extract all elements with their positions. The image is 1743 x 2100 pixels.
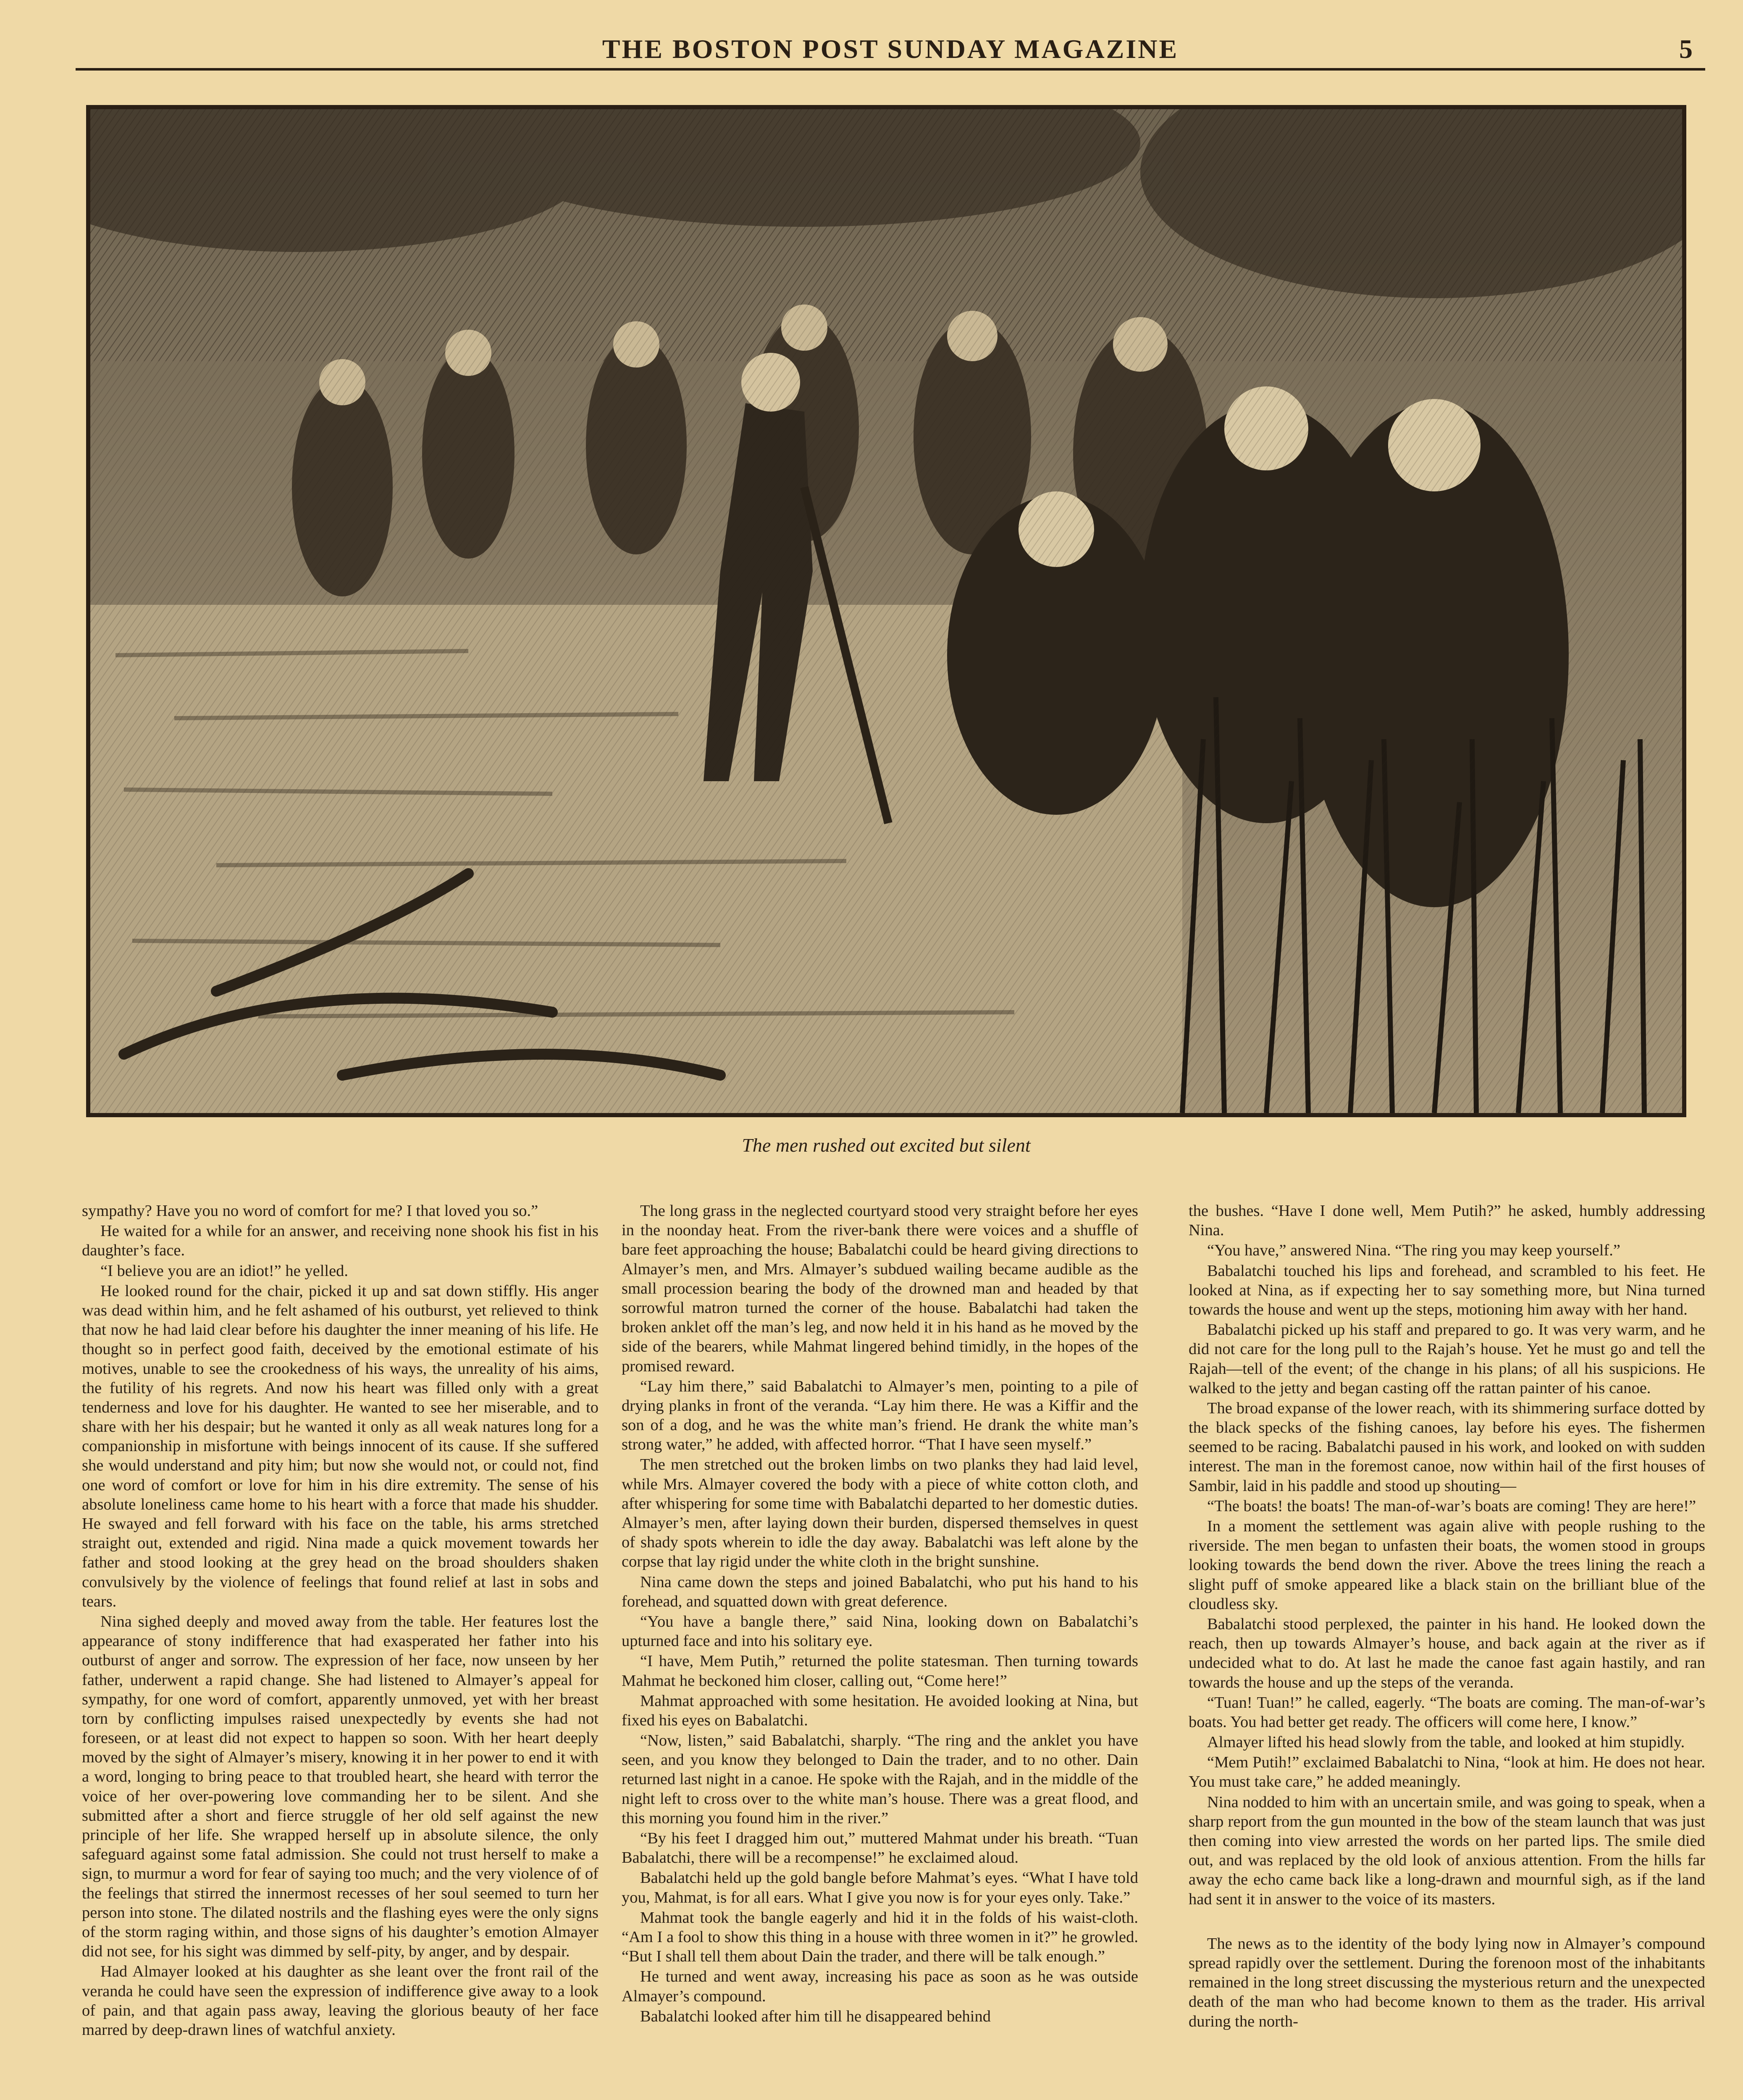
illustration	[86, 105, 1686, 1117]
paragraph: “You have a bangle there,” said Nina, looking down on Babalatchi’s upturned face and into his solitary eye.	[622, 1612, 1138, 1650]
illustration-caption: The men rushed out excited but silent	[742, 1134, 1031, 1156]
page-number: 5	[1679, 34, 1693, 64]
paragraph: Almayer lifted his head slowly from the table, and looked at him stupidly.	[1207, 1733, 1685, 1751]
paragraph: Nina sighed deeply and moved away from the table. Her features lost the appearance of stony indifference that had exasperated her father into his outburst of anger and sorrow. The expression of her face, now unseen by her father, underwent a rapid change. She had listened to Almayer’s appeal for sympathy, for one word of comfort, apparently unmoved, yet with her breast torn by conflicting impulses raised unexpectedly by events she had not foreseen, or at least did not expect to happen so soon. With her heart deeply moved by the sight of Almayer’s misery, knowing it in her power to end it with a word, longing to bring peace to that troubled heart, she heard with terror the voice of her over-powering love commanding her to be silent. And she submitted after a short and fierce struggle of her old self against the new principle of her life. She wrapped herself up in absolute silence, the only safeguard against some fatal admission. She could not trust herself to make a sign, to murmur a word for fear of saying too much; and the very violence of of the feelings that stirred the innermost recesses of her soul seemed to turn her person into stone. The dilated nostrils and the flashing eyes were the only signs of the storm raging within, and those signs of his daughter’s emotion Almayer did not see, for his sight was dimmed by self-pity, by anger, and by despair.	[82, 1612, 598, 1961]
paragraph: The broad expanse of the lower reach, with its shimmering surface dotted by the black specks of the fishing canoes, lay before his eyes. The fishermen seemed to be racing. Babalatchi paused in his work, and looked on with sudden interest. The man in the foremost canoe, now within hail of the first houses of Sambir, laid in his paddle and stood up shouting—	[1189, 1399, 1705, 1495]
masthead-title: THE BOSTON POST SUNDAY MAGAZINE	[602, 34, 1179, 64]
paragraph: Babalatchi stood perplexed, the painter in his hand. He looked down the reach, then up towards Almayer’s house, and back again at the river as if undecided what to do. At last he made the canoe fast again hastily, and ran towards the house and up the steps of the veranda.	[1189, 1615, 1705, 1691]
paragraph: “Mem Putih!” exclaimed Babalatchi to Nina, “look at him. He does not hear. You must take care,” he added meaningly.	[1189, 1754, 1705, 1791]
paragraph: “I have, Mem Putih,” returned the polite statesman. Then turning towards Mahmat he beckoned him closer, calling out, “Come here!”	[622, 1652, 1138, 1690]
paragraph: Nina came down the steps and joined Babalatchi, who put his hand to his forehead, and squatted down with great deference.	[622, 1573, 1138, 1610]
paragraph: Nina nodded to him with an uncertain smile, and was going to speak, when a sharp report from the gun mounted in the bow of the steam launch that was just then coming into view arrested the words on her parted lips. The smile died out, and was replaced by the old look of anxious attention. From the hills far away the echo came back like a long-drawn and mournful sigh, as if the land had sent it in answer to the voice of its masters.	[1189, 1793, 1705, 1908]
paragraph: He waited for a while for an answer, and receiving none shook his fist in his daughter’s face.	[82, 1222, 598, 1260]
paragraph: Had Almayer looked at his daughter as she leant over the front rail of the veranda he could have seen the expression of indifference give away to a look of pain, and that again pass away, leaving the glorious beauty of her face marred by deep-drawn lines of watchful anxiety.	[82, 1963, 598, 2039]
paragraph: The long grass in the neglected courtyard stood very straight before her eyes in the noonday heat. From the river-bank there were voices and a shuffle of bare feet approaching the house; Babalatchi could be heard giving directions to Almayer’s men, and Mrs. Almayer’s subdued wailing became audible as the small procession bearing the body of the drowned man and headed by that sorrowful matron turned the corner of the house. Babalatchi had taken the broken anklet off the man’s leg, and now held it in his hand as he moved by the side of the bearers, while Mahmat lingered behind timidly, in the hopes of the promised reward.	[622, 1202, 1138, 1375]
masthead-rule	[76, 68, 1705, 71]
illustration-artwork	[90, 109, 1682, 1113]
article-column-1	[82, 1201, 598, 2100]
paragraph: The men stretched out the broken limbs on two planks they had laid level, while Mrs. Almayer covered the body with a piece of white cotton cloth, and after whispering for some time with Babalatchi departed to her domestic duties. Almayer’s men, after laying down their burden, dispersed themselves in quest of shady spots wherein to idle the day away. Babalatchi was left alone by the corpse that lay rigid under the white cloth in the bright sunshine.	[622, 1456, 1138, 1571]
paragraph: “Lay him there,” said Babalatchi to Almayer’s men, pointing to a pile of drying planks in front of the veranda. “Lay him there. He was a Kiffir and the son of a dog, and he was the white man’s friend. He drank the white man’s strong water,” he added, with affected horror. “That I have seen myself.”	[622, 1377, 1138, 1454]
paragraph: “By his feet I dragged him out,” muttered Mahmat under his breath. “Tuan Babalatchi, there will be a recompense!” he exclaimed aloud.	[622, 1830, 1138, 1867]
paragraph: Babalatchi touched his lips and forehead, and scrambled to his feet. He looked at Nina, as if expecting her to say something more, but Nina turned towards the house and went up the steps, motioning him away with her hand.	[1189, 1262, 1705, 1318]
paragraph: “I believe you are an idiot!” he yelled.	[100, 1262, 349, 1280]
paragraph: He turned and went away, increasing his pace as soon as he was outside Almayer’s compound.	[622, 1968, 1138, 2005]
paragraph: Babalatchi held up the gold bangle before Mahmat’s eyes. “What I have told you, Mahmat, is for all ears. What I give you now is for your eyes only. Take.”	[622, 1869, 1138, 1906]
paragraph: Mahmat approached with some hesitation. He avoided looking at Nina, but fixed his eyes on Babalatchi.	[622, 1692, 1138, 1729]
paragraph: He looked round for the chair, picked it up and sat down stiffly. His anger was dead within him, and he felt ashamed of his outburst, yet relieved to think that now he had laid clear before his daughter the inner meaning of his life. He thought so in perfect good faith, deceived by the emotional estimate of his motives, unable to see the crookedness of his ways, the unreality of his aims, the futility of his regrets. And now his heart was filled only with a great tenderness and love for his daughter. He wanted to see her miserable, and to share with her his despair; but he wanted it only as all weak natures long for a companionship in misfortune with beings innocent of its cause. If she suffered she would understand and pity him; but now she would not, or could not, find one word of comfort or love for him in his dire extremity. The sense of his absolute loneliness came home to his heart with a force that made his shudder. He swayed and fell forward with his face on the table, his arms stretched straight out, extended and rigid. Nina made a quick movement towards her father and stood looking at the grey head on the broad shoulders shaken convulsively by the violence of feelings that found relief at last in sobs and tears.	[82, 1282, 598, 1610]
paragraph: The news as to the identity of the body lying now in Almayer’s compound spread rapidly over the settlement. During the forenoon most of the inhabitants remained in the long street discussing the mysterious return and the unexpected death of the man who had become known to them as the trader. His arrival during the north-	[1189, 1935, 1705, 2030]
paragraph: Mahmat took the bangle eagerly and hid it in the folds of his waist-cloth. “Am I a fool to show this thing in a house with three women in it?” he growled. “But I shall tell them about Dain the trader, and there will be talk enough.”	[622, 1908, 1138, 1966]
paragraph: the bushes. “Have I done well, Mem Putih?” he asked, humbly addressing Nina.	[1189, 1202, 1705, 1239]
paragraph: Babalatchi picked up his staff and prepared to go. It was very warm, and he did not care for the long pull to the Rajah’s house. Yet he must go and tell the Rajah—tell of the event; of the change in his plans; of all his suspicions. He walked to the jetty and began casting off the rattan painter of his canoe.	[1189, 1321, 1705, 1397]
paragraph: “You have,” answered Nina. “The ring you may keep yourself.”	[1207, 1242, 1620, 1260]
paragraph: Babalatchi looked after him till he disappeared behind	[640, 2007, 991, 2025]
paragraph: In a moment the settlement was again alive with people rushing to the riverside. The men began to unfasten their boats, the women stood in groups looking towards the bend down the river. Above the trees lining the reach a slight puff of smoke appeared like a black stain on the brilliant blue of the cloudless sky.	[1189, 1517, 1705, 1613]
paragraph: “Now, listen,” said Babalatchi, sharply. “The ring and the anklet you have seen, and you know they belonged to Dain the trader, and to no other. Dain returned last night in a canoe. He spoke with the Rajah, and in the middle of the night left to cross over to the white man’s house. There was a great flood, and this morning you found him in the river.”	[622, 1732, 1138, 1827]
masthead	[76, 34, 1705, 76]
paragraph: “Tuan! Tuan!” he called, eagerly. “The boats are coming. The man-of-war’s boats. You had better get ready. The officers will come here, I know.”	[1189, 1693, 1705, 1731]
paragraph: “The boats! the boats! The man-of-war’s boats are coming! They are here!”	[1207, 1497, 1696, 1515]
paragraph: sympathy? Have you no word of comfort for me? I that loved you so.”	[82, 1202, 538, 1220]
article-column-3	[1189, 1201, 1705, 2100]
article-column-2	[622, 1201, 1138, 2100]
